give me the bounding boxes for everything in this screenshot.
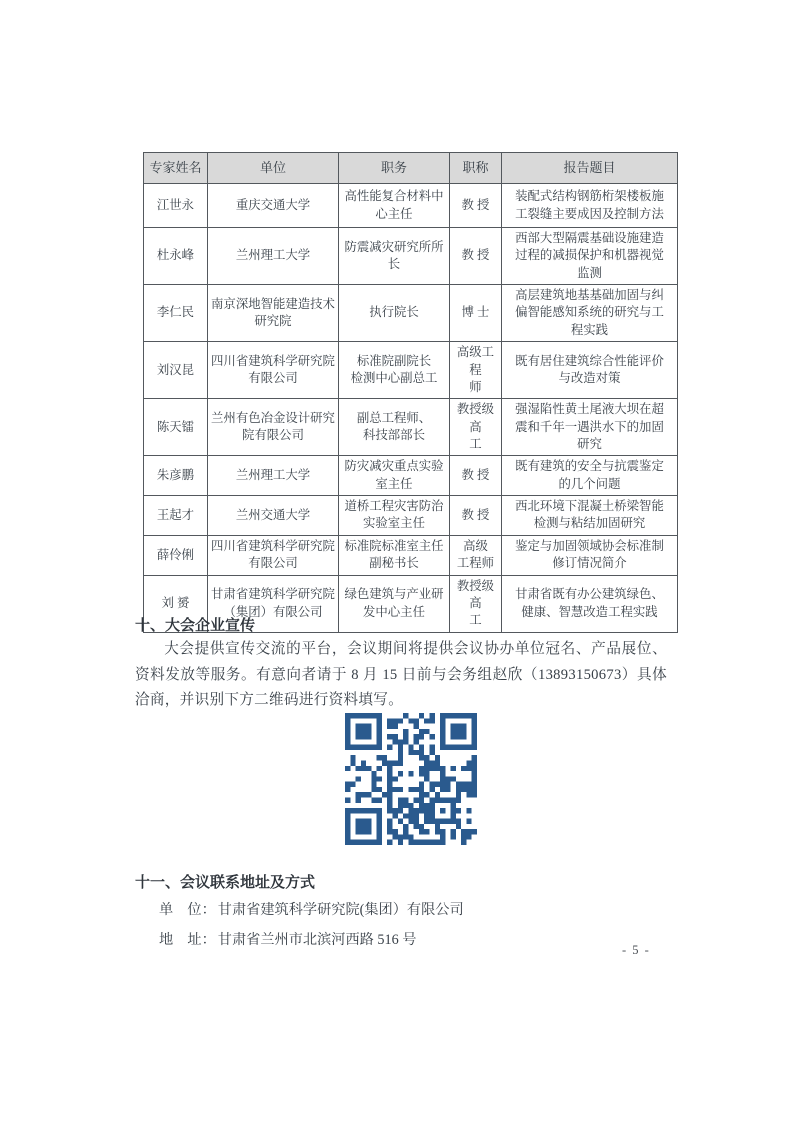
cell-org: 兰州理工大学 (208, 228, 339, 285)
contact-label: 单 位： (159, 902, 216, 918)
cell-position: 防灾减灾重点实验 室主任 (339, 456, 450, 496)
header-report-topic: 报告题目 (502, 153, 678, 184)
cell-topic: 装配式结构钢筋桁架楼板施 工裂缝主要成因及控制方法 (502, 184, 678, 228)
expert-table-header (144, 153, 678, 184)
table-row (144, 535, 678, 575)
cell-position: 副总工程师、 科技部部长 (339, 399, 450, 456)
contact-line-address (159, 929, 416, 949)
cell-position: 标准院副院长 检测中心副总工 (339, 342, 450, 399)
header-expert-name: 专家姓名 (144, 153, 208, 184)
header-position: 职务 (339, 153, 450, 184)
cell-org: 南京深地智能建造技术 研究院 (208, 285, 339, 342)
cell-topic: 既有建筑的安全与抗震鉴定 的几个问题 (502, 456, 678, 496)
cell-name: 刘 赟 (144, 575, 208, 632)
cell-org: 重庆交通大学 (208, 184, 339, 228)
cell-topic: 西北环境下混凝土桥梁智能 检测与粘结加固研究 (502, 496, 678, 536)
cell-org: 兰州有色冶金设计研究 院有限公司 (208, 399, 339, 456)
header-organization: 单位 (208, 153, 339, 184)
cell-title: 教 授 (450, 228, 502, 285)
table-row (144, 496, 678, 536)
page-number: - 5 - (622, 943, 651, 957)
cell-org: 兰州交通大学 (208, 496, 339, 536)
table-row (144, 399, 678, 456)
contact-value: 甘肃省兰州市北滨河西路 516 号 (217, 932, 417, 948)
cell-title: 教 授 (450, 184, 502, 228)
promotion-section-heading: 十、大会企业宣传 (135, 618, 256, 634)
cell-topic: 高层建筑地基基础加固与纠 偏智能感知系统的研究与工 程实践 (502, 285, 678, 342)
cell-position: 标准院标准室主任 副秘书长 (339, 535, 450, 575)
header-row (144, 153, 678, 184)
cell-topic: 西部大型隔震基础设施建造 过程的减损保护和机器视觉 监测 (502, 228, 678, 285)
cell-topic: 强湿陷性黄土尾液大坝在超 震和千年一遇洪水下的加固 研究 (502, 399, 678, 456)
cell-topic: 鉴定与加固领域协会标准制 修订情况简介 (502, 535, 678, 575)
cell-name: 杜永峰 (144, 228, 208, 285)
cell-topic: 既有居住建筑综合性能评价 与改造对策 (502, 342, 678, 399)
promotion-paragraph: 大会提供宣传交流的平台，会议期间将提供会议协办单位冠名、产品展位、资料发放等服务。有意向者请于 8 月 15 日前与会务组赵欣（13893150673）具体洽商，并识别下方二维码进行资料填写。 (135, 641, 667, 708)
cell-org: 兰州理工大学 (208, 456, 339, 496)
contact-value: 甘肃省建筑科学研究院(集团）有限公司 (217, 902, 464, 918)
table-row (144, 456, 678, 496)
cell-position: 防震减灾研究所所 长 (339, 228, 450, 285)
table-row (144, 228, 678, 285)
contact-label: 地 址： (159, 932, 216, 948)
cell-position: 高性能复合材料中 心主任 (339, 184, 450, 228)
cell-title: 教 授 (450, 456, 502, 496)
cell-name: 薛伶俐 (144, 535, 208, 575)
cell-name: 李仁民 (144, 285, 208, 342)
cell-title: 教授级高 工 (450, 399, 502, 456)
cell-title: 高级工程 师 (450, 342, 502, 399)
table-row (144, 342, 678, 399)
table-row (144, 184, 678, 228)
cell-title: 高级 工程师 (450, 535, 502, 575)
cell-org: 四川省建筑科学研究院 有限公司 (208, 535, 339, 575)
cell-title: 教 授 (450, 496, 502, 536)
cell-org: 四川省建筑科学研究院 有限公司 (208, 342, 339, 399)
cell-title: 博 士 (450, 285, 502, 342)
expert-table (143, 152, 678, 633)
cell-position: 绿色建筑与产业研 发中心主任 (339, 575, 450, 632)
contact-section-heading: 十一、会议联系地址及方式 (135, 875, 316, 891)
cell-position: 道桥工程灾害防治 实验室主任 (339, 496, 450, 536)
cell-name: 陈天镭 (144, 399, 208, 456)
cell-title: 教授级高 工 (450, 575, 502, 632)
cell-name: 王起才 (144, 496, 208, 536)
qr-code (345, 713, 477, 845)
cell-position: 执行院长 (339, 285, 450, 342)
cell-name: 朱彦鹏 (144, 456, 208, 496)
header-title: 职称 (450, 153, 502, 184)
contact-line-organization (159, 899, 464, 919)
expert-table-body (144, 184, 678, 633)
cell-org: 甘肃省建筑科学研究院 （集团）有限公司 (208, 575, 339, 632)
cell-name: 江世永 (144, 184, 208, 228)
cell-topic: 甘肃省既有办公建筑绿色、 健康、智慧改造工程实践 (502, 575, 678, 632)
table-row (144, 285, 678, 342)
cell-name: 刘汉昆 (144, 342, 208, 399)
